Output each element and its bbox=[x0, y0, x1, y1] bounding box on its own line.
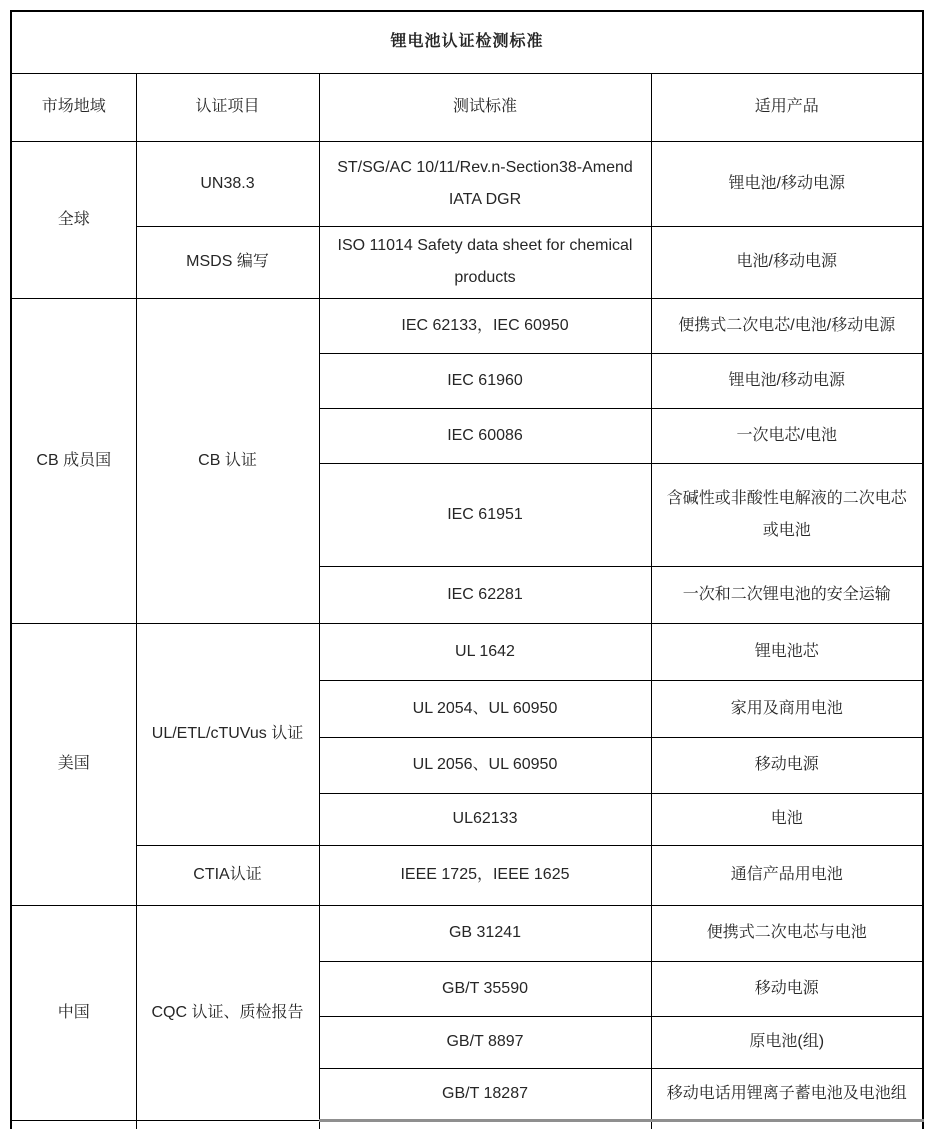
product-cell: 便携式二次电芯/电池/移动电源 bbox=[651, 298, 923, 353]
project-cell: CTIA认证 bbox=[136, 845, 319, 905]
table-row bbox=[11, 226, 923, 298]
header-standard: 测试标准 bbox=[319, 73, 651, 141]
product-cell: 电池/移动电源 bbox=[651, 226, 923, 298]
standard-cell: IEC 61951 bbox=[319, 463, 651, 566]
standard-line: products bbox=[454, 269, 516, 286]
product-cell: 锂电池芯 bbox=[651, 623, 923, 680]
table-row bbox=[11, 845, 923, 905]
product-line: 含碱性或非酸性电解液的二次电芯 bbox=[666, 489, 907, 507]
product-cell: 锂电池/移动电源 bbox=[651, 353, 923, 408]
standard-cell: UL62133 bbox=[319, 793, 651, 845]
standard-cell: GB 31241 bbox=[319, 905, 651, 961]
region-cell-global: 全球 bbox=[11, 141, 136, 298]
product-cell: 移动电话用锂离子蓄电池及电池组 bbox=[651, 1068, 923, 1120]
table-row bbox=[11, 623, 923, 680]
table-row bbox=[11, 141, 923, 226]
project-cell: CQC 认证、质检报告 bbox=[136, 905, 319, 1120]
project-cell: MSDS 编写 bbox=[136, 226, 319, 298]
product-cell bbox=[651, 463, 923, 566]
table-title-row bbox=[11, 11, 923, 73]
product-cell: 移动电源 bbox=[651, 737, 923, 793]
standard-cell bbox=[319, 226, 651, 298]
empty-cell bbox=[319, 1120, 651, 1129]
product-cell: 一次电芯/电池 bbox=[651, 408, 923, 463]
table-row bbox=[11, 298, 923, 353]
standard-cell: GB/T 18287 bbox=[319, 1068, 651, 1120]
cutoff-partial-row bbox=[11, 1120, 923, 1129]
product-cell: 电池 bbox=[651, 793, 923, 845]
product-cell: 锂电池/移动电源 bbox=[651, 141, 923, 226]
project-cell: UL/ETL/cTUVus 认证 bbox=[136, 623, 319, 845]
standard-cell bbox=[319, 141, 651, 226]
product-cell: 便携式二次电芯与电池 bbox=[651, 905, 923, 961]
product-cell: 一次和二次锂电池的安全运输 bbox=[651, 566, 923, 623]
standard-cell: UL 2056、UL 60950 bbox=[319, 737, 651, 793]
standard-cell: GB/T 35590 bbox=[319, 961, 651, 1016]
table-title: 锂电池认证检测标准 bbox=[11, 11, 923, 73]
empty-cell bbox=[136, 1120, 319, 1129]
empty-cell bbox=[11, 1120, 136, 1129]
standard-cell: IEC 62133，IEC 60950 bbox=[319, 298, 651, 353]
table-row bbox=[11, 905, 923, 961]
standard-line: ST/SG/AC 10/11/Rev.n-Section38-Amend bbox=[337, 158, 633, 176]
product-cell: 原电池(组) bbox=[651, 1016, 923, 1068]
standard-cell: IEC 62281 bbox=[319, 566, 651, 623]
header-product: 适用产品 bbox=[651, 73, 923, 141]
project-cell: CB 认证 bbox=[136, 298, 319, 623]
standard-cell: GB/T 8897 bbox=[319, 1016, 651, 1068]
standard-line: ISO 11014 Safety data sheet for chemical bbox=[337, 237, 633, 254]
standard-cell: IEEE 1725，IEEE 1625 bbox=[319, 845, 651, 905]
header-project: 认证项目 bbox=[136, 73, 319, 141]
region-cell-us: 美国 bbox=[11, 623, 136, 905]
product-cell: 家用及商用电池 bbox=[651, 680, 923, 737]
product-line: 或电池 bbox=[762, 521, 811, 539]
region-cell-cb: CB 成员国 bbox=[11, 298, 136, 623]
certification-standards-table bbox=[10, 10, 924, 1129]
product-cell: 通信产品用电池 bbox=[651, 845, 923, 905]
project-cell: UN38.3 bbox=[136, 141, 319, 226]
empty-cell bbox=[651, 1120, 923, 1129]
standard-cell: UL 1642 bbox=[319, 623, 651, 680]
table-header-row bbox=[11, 73, 923, 141]
standard-cell: IEC 60086 bbox=[319, 408, 651, 463]
standard-cell: IEC 61960 bbox=[319, 353, 651, 408]
header-region: 市场地域 bbox=[11, 73, 136, 141]
region-cell-china: 中国 bbox=[11, 905, 136, 1120]
standard-line: IATA DGR bbox=[448, 190, 522, 208]
product-cell: 移动电源 bbox=[651, 961, 923, 1016]
standard-cell: UL 2054、UL 60950 bbox=[319, 680, 651, 737]
